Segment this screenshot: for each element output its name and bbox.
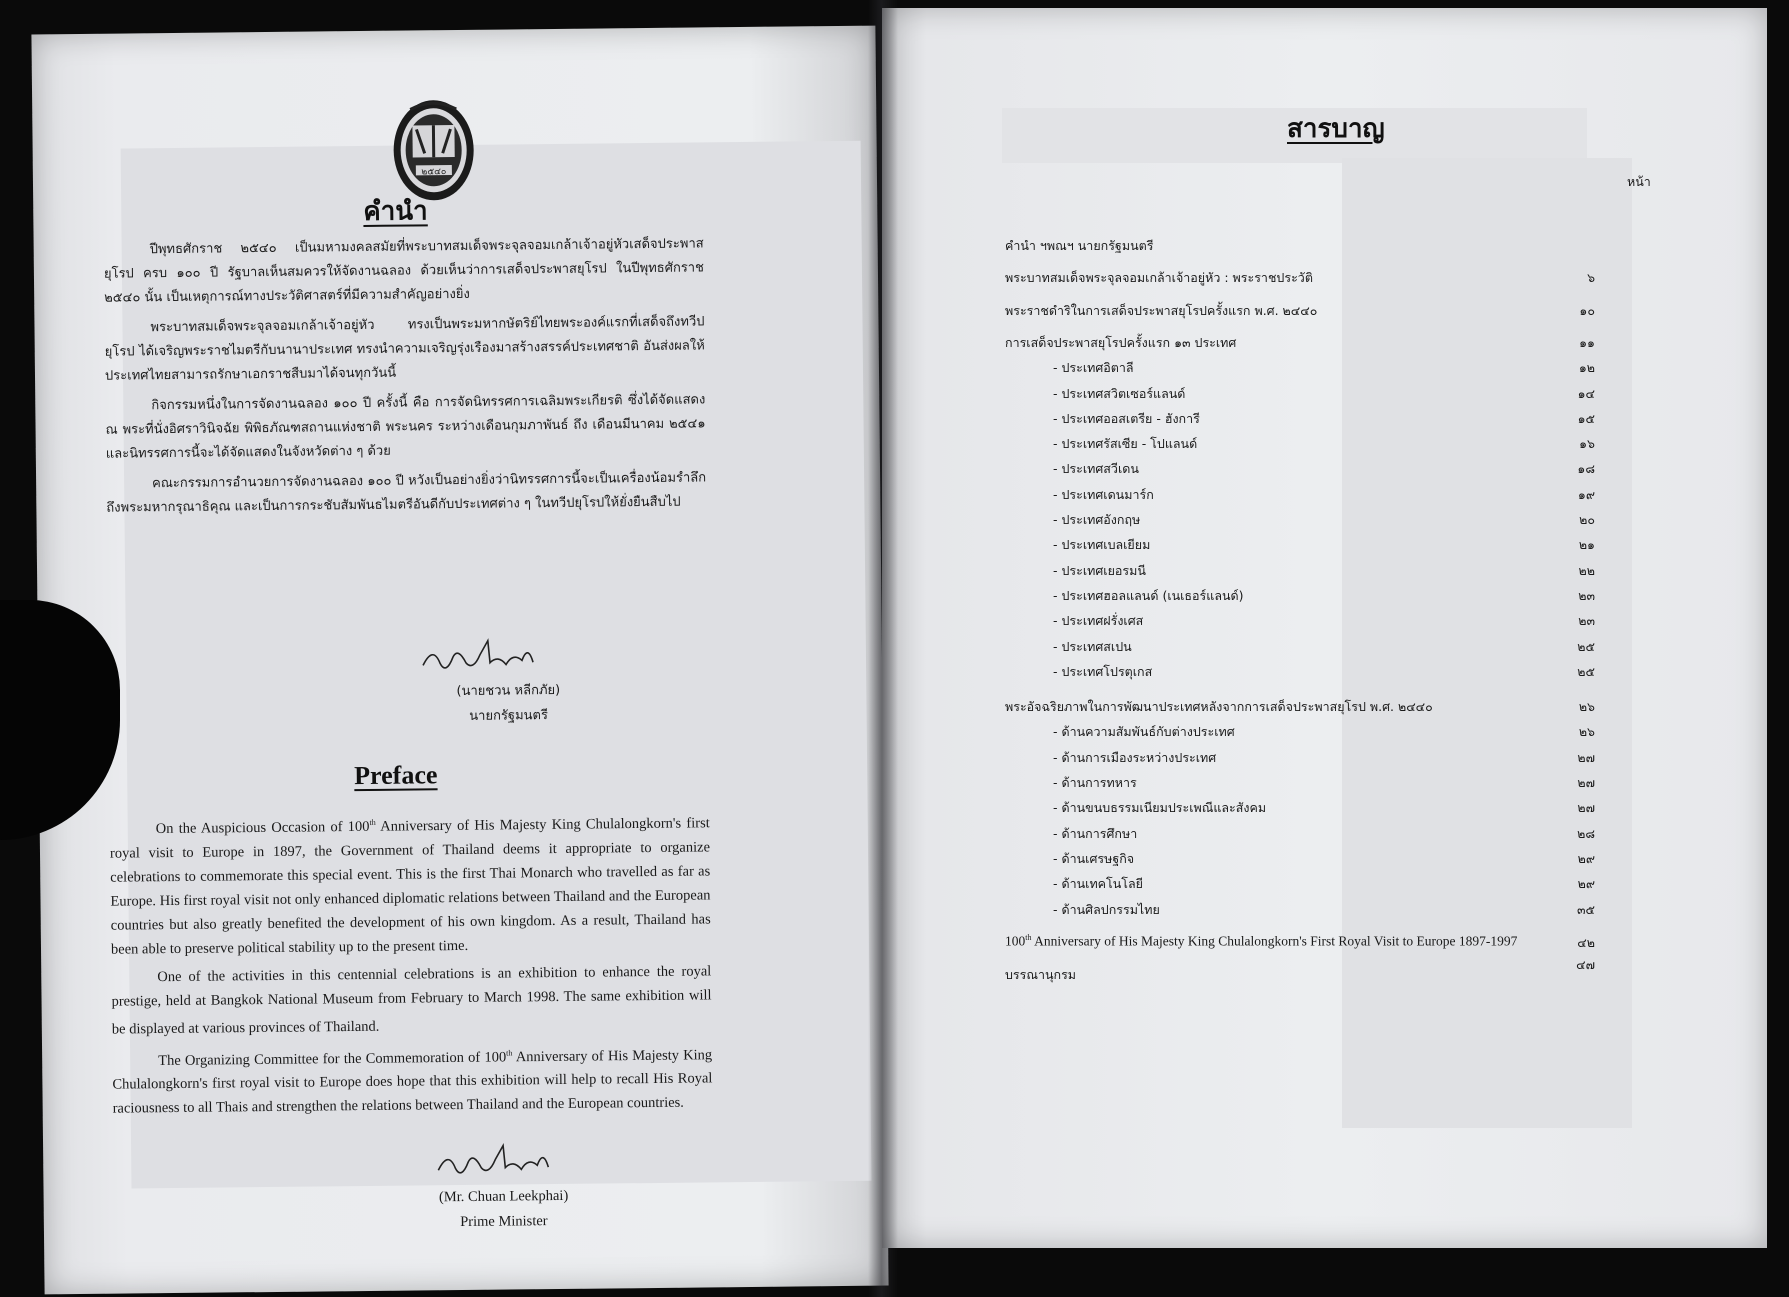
toc-entry-page: ๒๙ bbox=[1577, 850, 1595, 866]
english-paragraph: On the Auspicious Occasion of 100th Anniversary of His Majesty King Chulalongkorn's first royal visit to Europe in 1897, the Government of Thailand deems it appropriate to organize celebrations to commemorate this special event. This is the first Thai Monarch who travelled as far as Europe. His first royal visit not only enhanced diplomatic relations between Thailand and the European countries but also greatly benefited the development of his own kingdom. As a result, Thailand has been able to preserve political stability up to the present time. bbox=[109, 815, 711, 958]
toc-entry bbox=[1005, 384, 1595, 408]
toc-entry-page: ๑๖ bbox=[1579, 436, 1595, 452]
toc-entry bbox=[1005, 301, 1595, 325]
toc-entry bbox=[1005, 773, 1595, 797]
toc-entry-english bbox=[1005, 933, 1595, 957]
toc-entry bbox=[1005, 874, 1595, 898]
toc-entry-label: - ด้านการเมืองระหว่างประเทศ bbox=[1053, 749, 1217, 765]
toc-entry-label: - ประเทศรัสเซีย - โปแลนด์ bbox=[1053, 436, 1198, 452]
toc-entry-label: - ด้านการทหาร bbox=[1053, 775, 1137, 790]
toc-entry-page: ๔๗ bbox=[1576, 956, 1595, 972]
toc-entry bbox=[1005, 662, 1595, 686]
english-signatory-name: (Mr. Chuan Leekphai) bbox=[438, 1187, 569, 1206]
toc-entry bbox=[1005, 510, 1595, 534]
toc-entry bbox=[1005, 637, 1595, 661]
toc-entry bbox=[1005, 459, 1595, 483]
right-page bbox=[882, 8, 1767, 1248]
toc-entry bbox=[1005, 268, 1595, 292]
toc-entry bbox=[1005, 358, 1595, 382]
thai-heading: คำนำ bbox=[363, 196, 428, 227]
toc-entry-page: ๓๕ bbox=[1576, 901, 1595, 917]
thai-signatory-name: (นายชวน หลีกภัย) bbox=[456, 682, 561, 700]
toc-entry-label: - ด้านเศรษฐกิจ bbox=[1053, 850, 1135, 866]
toc-entry-label: - ด้านความสัมพันธ์กับต่างประเทศ bbox=[1053, 724, 1235, 740]
toc-entry-page: ๒๖ bbox=[1578, 724, 1595, 740]
toc-entry-page: ๖ bbox=[1587, 270, 1595, 286]
toc-entry-label: - ประเทศเดนมาร์ก bbox=[1053, 486, 1154, 502]
toc-entry-page: ๒๓ bbox=[1578, 613, 1595, 629]
toc-entry bbox=[1005, 824, 1595, 848]
toc-entry-label: - ประเทศเบลเยียม bbox=[1053, 537, 1151, 553]
toc-entry-page: ๒๗ bbox=[1577, 749, 1595, 765]
toc-entry-page: ๒๖ bbox=[1578, 699, 1595, 715]
toc-entry bbox=[1005, 434, 1595, 458]
toc-entry-page: ๑๙ bbox=[1577, 486, 1595, 502]
toc-entry-page: ๑๔ bbox=[1577, 385, 1595, 401]
toc-entry-page: ๒๒ bbox=[1578, 562, 1595, 578]
english-signature-icon bbox=[433, 1139, 553, 1180]
toc-entry-label: - ประเทศเยอรมนี bbox=[1053, 562, 1146, 578]
toc-entry-label: - ประเทศออสเตรีย - ฮังการี bbox=[1053, 410, 1200, 426]
toc-entry-label: - ด้านการศึกษา bbox=[1053, 825, 1138, 841]
toc-entry-page: ๑๒ bbox=[1578, 360, 1595, 376]
toc-entry-page: ๔๒ bbox=[1577, 934, 1595, 950]
toc-entry-page: ๑๘ bbox=[1577, 461, 1595, 477]
toc-entry bbox=[1005, 561, 1595, 585]
government-seal-icon bbox=[390, 95, 477, 206]
toc-entry-page: ๒๕ bbox=[1577, 663, 1595, 679]
thai-paragraph: ปีพุทธศักราช ๒๕๔๐ เป็นมหามงคลสมัยที่พระบาทสมเด็จพระจุลจอมเกล้าเจ้าอยู่หัวเสด็จประพาสยุโรป ครบ ๑๐๐ ปี รัฐบาลเห็นสมควรให้จัดงานฉลอง ด้วยเห็นว่าการเสด็จประพาสยุโรป ในปีพุทธศักราช ๒๕๔๐ นั้น เป็นเหตุการณ์ทางประวัติศาสตร์ที่มีความสำคัญอย่างยิ่ง bbox=[103, 236, 704, 306]
toc-entry-page: ๒๓ bbox=[1578, 587, 1595, 603]
toc-entry-label: 100th Anniversary of His Majesty King Chulalongkorn's First Royal Visit to Europe 1897-1997 bbox=[1005, 932, 1518, 949]
toc-entry-page: ๒๗ bbox=[1577, 775, 1595, 790]
toc-entry-label: การเสด็จประพาสยุโรปครั้งแรก ๑๓ ประเทศ bbox=[1005, 334, 1237, 350]
toc-entry-label: - ด้านศิลปกรรมไทย bbox=[1053, 901, 1160, 917]
toc-entry bbox=[1005, 586, 1595, 610]
english-heading: Preface bbox=[354, 760, 438, 791]
thai-foreword bbox=[104, 232, 707, 526]
toc-entry-label: บรรณานุกรม bbox=[1005, 966, 1077, 982]
toc-entry-label: - ด้านเทคโนโลยี bbox=[1053, 876, 1143, 892]
toc-entry bbox=[1005, 409, 1595, 433]
toc-entry-label: - ประเทศฝรั่งเศส bbox=[1053, 613, 1144, 629]
page-column-label: หน้า bbox=[1627, 174, 1651, 189]
toc-entry-page: ๒๑ bbox=[1578, 537, 1595, 553]
toc-entry-label: - ด้านขนบธรรมเนียมประเพณีและสังคม bbox=[1053, 800, 1267, 816]
thai-paragraph: กิจกรรมหนึ่งในการจัดงานฉลอง ๑๐๐ ปี ครั้งนี้ คือ การจัดนิทรรศการเฉลิมพระเกียรติ ซึ่งได้จัดแสดง ณ พระที่นั่งอิศราวินิจฉัย พิพิธภัณฑสถานแห่งชาติ พระนคร ระหว่างเดือนกุมภาพันธ์ ถึง เดือนมีนาคม ๒๕๔๑ และนิทรรศการนี้จะได้จัดแสดงในจังหวัดต่าง ๆ ด้วย bbox=[105, 392, 706, 462]
toc-entry bbox=[1005, 611, 1595, 635]
toc-entry-label: - ประเทศโปรตุเกส bbox=[1053, 663, 1153, 679]
english-preface bbox=[110, 807, 713, 1125]
toc-entry-label: พระอัจฉริยภาพในการพัฒนาประเทศหลังจากการเสด็จประพาสยุโรป พ.ศ. ๒๔๔๐ bbox=[1005, 699, 1433, 715]
toc-entry-label: - ประเทศสเปน bbox=[1053, 638, 1132, 654]
thai-signatory-title: นายกรัฐมนตรี bbox=[469, 708, 549, 724]
left-page bbox=[31, 26, 888, 1295]
toc-entry bbox=[1005, 798, 1595, 822]
toc-entry bbox=[1005, 748, 1595, 772]
toc-entry-label: - ประเทศสวิตเซอร์แลนด์ bbox=[1053, 385, 1186, 401]
toc-entry-page: ๑๕ bbox=[1577, 410, 1595, 426]
toc-entry-page: ๑๑ bbox=[1579, 334, 1595, 350]
toc-entry-page: ๑๐ bbox=[1579, 302, 1595, 318]
toc-entry-page: ๒๙ bbox=[1577, 876, 1595, 892]
toc-title: สารบาญ bbox=[1287, 114, 1385, 144]
toc-entry bbox=[1005, 535, 1595, 559]
toc-entry-page: ๒๐ bbox=[1579, 512, 1595, 527]
english-paragraph: The Organizing Committee for the Commemoration of 100th Anniversary of His Majesty King Chulalongkorn's first royal visit to Europe does hope that this exhibition will help to recall His Royal raciousness to all Thais and strengthen the relations between Thailand and the European countries. bbox=[112, 1046, 713, 1118]
toc-entry bbox=[1005, 722, 1595, 746]
toc-entry bbox=[1005, 697, 1595, 721]
toc-entry-label: - ประเทศอังกฤษ bbox=[1053, 512, 1141, 527]
toc-entry-label: - ประเทศสวีเดน bbox=[1053, 461, 1139, 477]
toc-entry bbox=[1005, 956, 1595, 989]
toc-entry-label: พระบาทสมเด็จพระจุลจอมเกล้าเจ้าอยู่หัว : พระราชประวัติ bbox=[1005, 270, 1313, 286]
toc-entry-page: ๒๘ bbox=[1577, 825, 1595, 841]
toc-entry-label: - ประเทศฮอลแลนด์ (เนเธอร์แลนด์) bbox=[1053, 587, 1244, 603]
thai-signature-icon bbox=[418, 634, 538, 675]
toc-entry bbox=[1005, 485, 1595, 509]
toc-entry bbox=[1005, 236, 1595, 260]
english-signatory-title: Prime Minister bbox=[460, 1213, 548, 1231]
toc-entry bbox=[1005, 849, 1595, 873]
toc-entry-label: - ประเทศอิตาลี bbox=[1053, 360, 1134, 376]
svg-text:๒๕๔๐: ๒๕๔๐ bbox=[421, 167, 447, 178]
toc-list bbox=[1005, 236, 1595, 996]
thai-paragraph: คณะกรรมการอำนวยการจัดงานฉลอง ๑๐๐ ปี หวังเป็นอย่างยิ่งว่านิทรรศการนี้จะเป็นเครื่องน้อมรำลึกถึงพระมหากรุณาธิคุณ และเป็นการกระชับสัมพันธไมตรีอันดีกับประเทศต่าง ๆ ในทวีปยุโรปให้ยั่งยืนสืบไป bbox=[106, 470, 707, 516]
toc-entry bbox=[1005, 900, 1595, 924]
toc-entry-label: พระราชดำริในการเสด็จประพาสยุโรปครั้งแรก พ.ศ. ๒๔๔๐ bbox=[1005, 302, 1318, 318]
toc-entry bbox=[1005, 333, 1595, 357]
toc-entry-label: คำนำ ฯพณฯ นายกรัฐมนตรี bbox=[1005, 238, 1154, 253]
thai-paragraph: พระบาทสมเด็จพระจุลจอมเกล้าเจ้าอยู่หัว ทรงเป็นพระมหากษัตริย์ไทยพระองค์แรกที่เสด็จถึงทวีปยุโรป ได้เจริญพระราชไมตรีกับนานาประเทศ ทรงนำความเจริญรุ่งเรืองมาสร้างสรรค์ประเทศชาติ อันส่งผลให้ประเทศไทยสามารถรักษาเอกราชสืบมาได้จนทุกวันนี้ bbox=[104, 314, 705, 384]
toc-entry-page: ๒๕ bbox=[1577, 638, 1595, 654]
toc-entry-page: ๒๗ bbox=[1577, 800, 1595, 816]
english-paragraph: One of the activities in this centennial celebrations is an exhibition to enhance the royal prestige, held at Bangkok National Museum from February to March 1998. The same exhibition will be displayed at various provinces of Thailand. bbox=[111, 963, 712, 1038]
